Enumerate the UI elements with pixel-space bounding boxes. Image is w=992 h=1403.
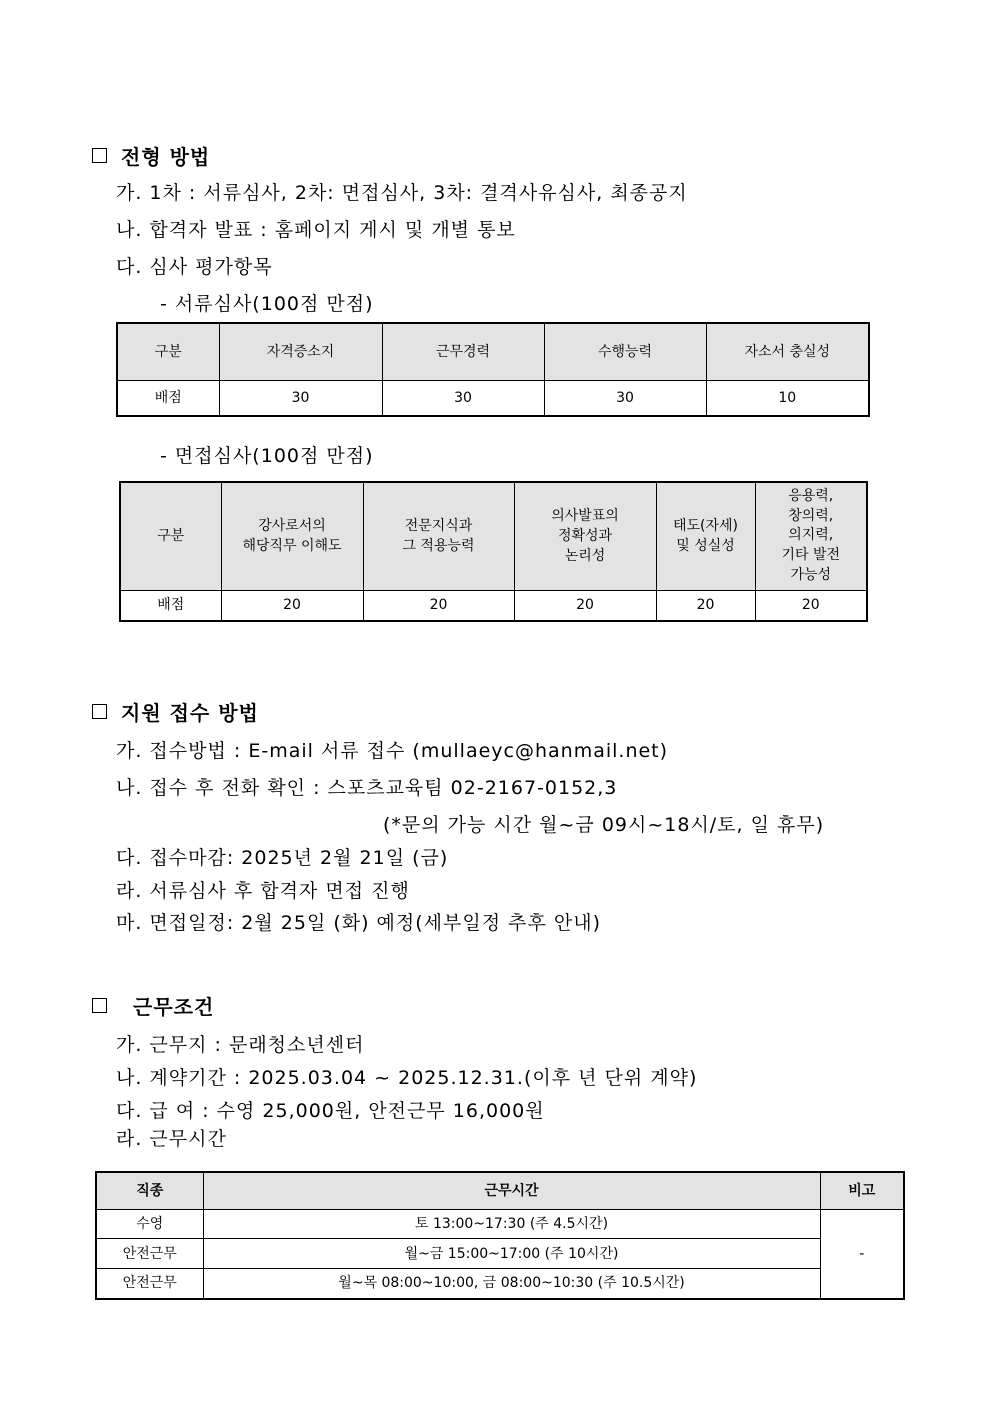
document-review-table — [116, 322, 870, 417]
int-score-potential: 20 — [755, 590, 867, 621]
checkbox-square-icon — [92, 998, 107, 1013]
int-score-job-understanding: 20 — [221, 590, 363, 621]
conditions-item-4: 라. 근무시간 — [116, 1128, 227, 1150]
doc-header-performance: 수행능력 — [544, 323, 706, 380]
int-header-expertise: 전문지식과 그 적용능력 — [363, 482, 514, 590]
hours-row-2-time: 월~금 15:00~17:00 (주 10시간) — [203, 1239, 820, 1269]
doc-header-experience: 근무경력 — [382, 323, 544, 380]
document-review-subheading: - 서류심사(100점 만점) — [160, 293, 374, 315]
selection-item-3: 다. 심사 평가항목 — [116, 256, 273, 278]
hours-remark: - — [820, 1209, 904, 1299]
int-score-attitude: 20 — [656, 590, 755, 621]
selection-item-2: 나. 합격자 발표 : 홈페이지 게시 및 개별 통보 — [116, 219, 516, 241]
application-item-1: 가. 접수방법 : E-mail 서류 접수 (mullaeyc@hanmail.net) — [116, 740, 669, 762]
int-header-attitude: 태도(자세) 및 성실성 — [656, 482, 755, 590]
interview-subheading: - 면접심사(100점 만점) — [160, 445, 374, 467]
int-score-logic: 20 — [514, 590, 656, 621]
work-hours-table — [95, 1171, 905, 1300]
conditions-item-2: 나. 계약기간 : 2025.03.04 ~ 2025.12.31.(이후 년 단위 계약) — [116, 1067, 698, 1089]
application-item-3: 다. 접수마감: 2025년 2월 21일 (금) — [116, 847, 449, 869]
interview-table — [119, 481, 868, 622]
section-heading-application: 지원 접수 방법 — [92, 697, 259, 726]
hours-header-remark: 비고 — [820, 1172, 904, 1209]
hours-row-1-job: 수영 — [96, 1209, 203, 1239]
int-header-category: 구분 — [120, 482, 221, 590]
selection-item-1: 가. 1차 : 서류심사, 2차: 면접심사, 3차: 결격사유심사, 최종공지 — [116, 182, 688, 204]
application-item-2: 나. 접수 후 전화 확인 : 스포츠교육팀 02-2167-0152,3 — [116, 777, 618, 799]
application-item-5: 마. 면접일정: 2월 25일 (화) 예정(세부일정 추후 안내) — [116, 912, 602, 934]
conditions-item-3: 다. 급 여 : 수영 25,000원, 안전근무 16,000원 — [116, 1100, 545, 1122]
doc-score-self-intro: 10 — [706, 380, 869, 416]
doc-header-self-intro: 자소서 충실성 — [706, 323, 869, 380]
hours-row-1-time: 토 13:00~17:30 (주 4.5시간) — [203, 1209, 820, 1239]
checkbox-square-icon — [92, 704, 107, 719]
conditions-item-1: 가. 근무지 : 문래청소년센터 — [116, 1034, 365, 1056]
int-header-job-understanding: 강사로서의 해당직무 이해도 — [221, 482, 363, 590]
doc-score-label: 배점 — [117, 380, 219, 416]
int-score-expertise: 20 — [363, 590, 514, 621]
hours-row-3-time: 월~목 08:00~10:00, 금 08:00~10:30 (주 10.5시간) — [203, 1269, 820, 1299]
section-heading-selection: 전형 방법 — [92, 141, 210, 170]
hours-header-time: 근무시간 — [203, 1172, 820, 1209]
hours-row-3-job: 안전근무 — [96, 1269, 203, 1299]
hours-row-2-job: 안전근무 — [96, 1239, 203, 1269]
hours-header-job: 직종 — [96, 1172, 203, 1209]
checkbox-square-icon — [92, 148, 107, 163]
doc-score-experience: 30 — [382, 380, 544, 416]
int-header-potential: 응용력, 창의력, 의지력, 기타 발전 가능성 — [755, 482, 867, 590]
doc-header-certificate: 자격증소지 — [219, 323, 382, 380]
doc-score-performance: 30 — [544, 380, 706, 416]
section-heading-conditions: 근무조건 — [92, 991, 214, 1020]
doc-header-category: 구분 — [117, 323, 219, 380]
application-item-4: 라. 서류심사 후 합격자 면접 진행 — [116, 880, 410, 902]
int-header-logic: 의사발표의 정확성과 논리성 — [514, 482, 656, 590]
inquiry-hours-note: (*문의 가능 시간 월~금 09시~18시/토, 일 휴무) — [383, 814, 825, 836]
doc-score-certificate: 30 — [219, 380, 382, 416]
int-score-label: 배점 — [120, 590, 221, 621]
